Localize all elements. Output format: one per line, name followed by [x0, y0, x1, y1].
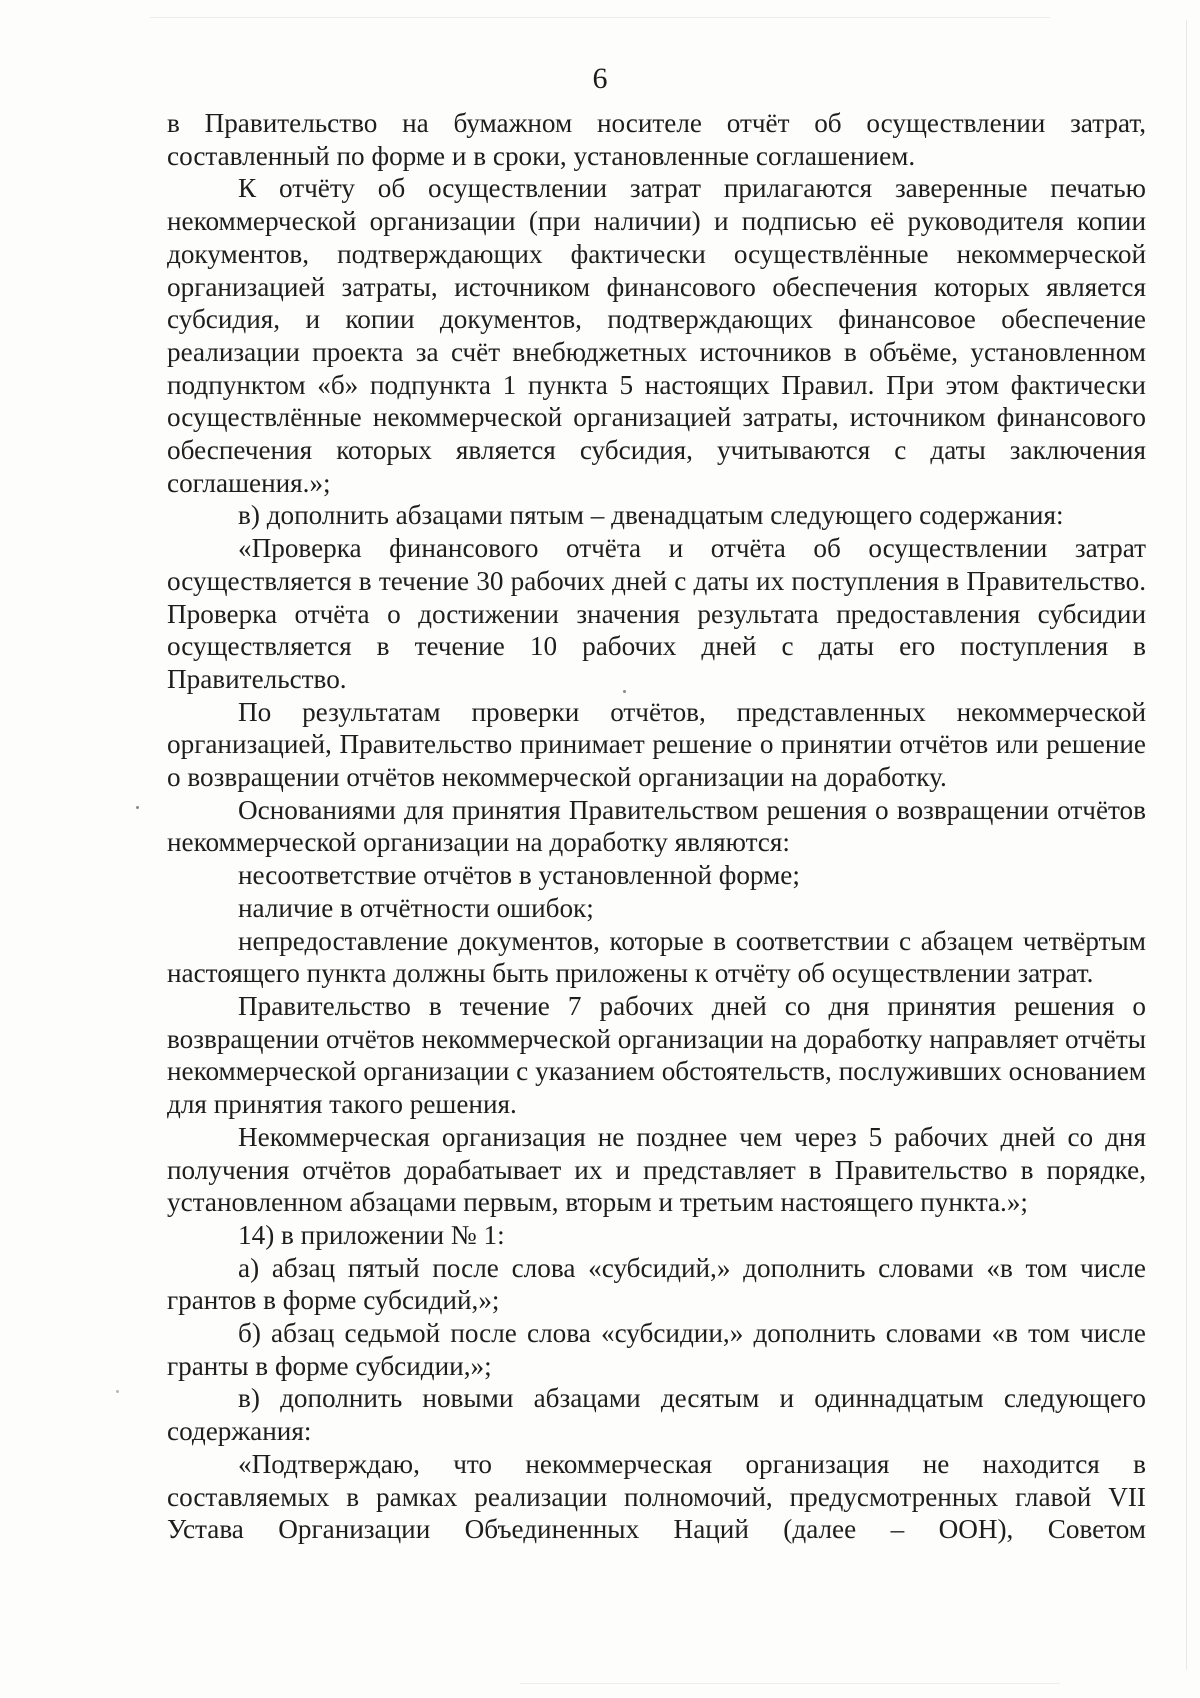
- paragraph: Некоммерческая организация не позднее чем через 5 рабочих дней со дня получения отчётов дорабатывает их и представляет в Правительство в порядке, установленном абзацами первым, вторым и третьим настоящего пункта.»;: [167, 1121, 1146, 1218]
- paragraph: наличие в отчётности ошибок;: [238, 892, 594, 923]
- paragraph: «Подтверждаю, что некоммерческая организация не находится в составляемых в рамках реализации полномочий, предусмотренных главой VII Устава Организации Объединенных Наций (далее – ООН), Советом: [167, 1448, 1146, 1545]
- paragraph: в Правительство на бумажном носителе отчёт об осуществлении затрат, составленный по форме и в сроки, установленные соглашением.: [167, 108, 1146, 171]
- scan-speck: [136, 806, 139, 809]
- document-body: [167, 107, 1146, 1546]
- paragraph: в) дополнить новыми абзацами десятым и одиннадцатым следующего содержания:: [167, 1383, 1146, 1447]
- paragraph: непредоставление документов, которые в соответствии с абзацем четвёртым настоящего пункта должны быть приложены к отчёту об осуществлении затрат.: [167, 925, 1146, 989]
- scan-speck: [116, 1390, 119, 1393]
- paragraph: в) дополнить абзацами пятым – двенадцатым следующего содержания:: [238, 500, 1064, 531]
- page-number: 6: [592, 62, 608, 95]
- paragraph: Основаниями для принятия Правительством решения о возвращении отчётов некоммерческой организации на доработку являются:: [167, 794, 1146, 858]
- paragraph: По результатам проверки отчётов, представленных некоммерческой организацией, Правительство принимает решение о принятии отчётов или решение о возвращении отчётов некоммерческой организации на доработку.: [167, 696, 1146, 793]
- paragraph: а) абзац пятый после слова «субсидий,» дополнить словами «в том числе грантов в форме субсидий,»;: [167, 1252, 1146, 1316]
- scan-edge-bottom: [520, 1683, 1060, 1684]
- paragraph: 14) в приложении № 1:: [238, 1219, 505, 1250]
- paragraph: Правительство в течение 7 рабочих дней со дня принятия решения о возвращении отчётов некоммерческой организации на доработку направляет отчёты некоммерческой организации с указанием обстоятельств, послуживших основанием для принятия такого решения.: [167, 990, 1146, 1120]
- paragraph: К отчёту об осуществлении затрат прилагаются заверенные печатью некоммерческой организации (при наличии) и подписью её руководителя копии документов, подтверждающих фактически осуществлённые некоммерческой организацией затраты, источником финансового обеспечения которых является субсидия, и копии документов, подтверждающих финансовое обеспечение реализации проекта за счёт внебюджетных источников в объёме, установленном подпунктом «б» подпункта 1 пункта 5 настоящих Правил. При этом фактически осуществлённые некоммерческой организацией затраты, источником финансового обеспечения которых является субсидия, учитываются с даты заключения соглашения.»;: [167, 173, 1146, 498]
- scan-edge-top: [150, 17, 1050, 18]
- scan-edge-right: [1186, 20, 1187, 1670]
- paragraph: «Проверка финансового отчёта и отчёта об осуществлении затрат осуществляется в течение 30 рабочих дней с даты их поступления в Правительство. Проверка отчёта о достижении значения результата предоставления субсидии осуществляется в течение 10 рабочих дней с даты его поступления в Правительство.: [167, 533, 1146, 694]
- paragraph: б) абзац седьмой после слова «субсидии,» дополнить словами «в том числе гранты в форме субсидии,»;: [167, 1318, 1146, 1381]
- paragraph: несоответствие отчётов в установленной форме;: [238, 860, 800, 891]
